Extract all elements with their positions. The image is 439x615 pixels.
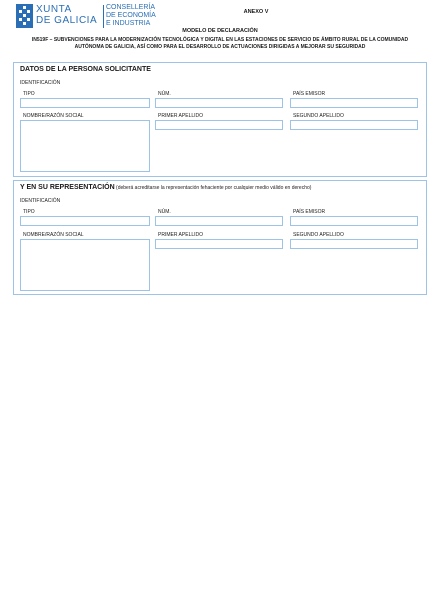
representative-apellido2-field[interactable] [290, 239, 418, 249]
tipo-label: TIPO [23, 209, 35, 215]
nombre-label: NOMBRE/RAZÓN SOCIAL [23, 232, 84, 238]
procedure-line2: AUTÓNOMA DE GALICIA, ASÍ COMO PARA EL DESARROLLO DE ACTUACIONES DIRIGIDAS A MEJORAR SU SEGURIDAD [74, 44, 366, 50]
annex-label: ANEXO V [243, 9, 269, 15]
applicant-section [13, 62, 427, 177]
representative-pais-field[interactable] [290, 216, 418, 226]
applicant-num-field[interactable] [155, 98, 283, 108]
apellido2-label: SEGUNDO APELLIDO [293, 232, 344, 238]
pais-label: PAÍS EMISOR [293, 91, 326, 97]
cons-line1: CONSELLERÍA [106, 4, 156, 11]
tipo-label: TIPO [23, 91, 35, 97]
nombre-label: NOMBRE/RAZÓN SOCIAL [23, 113, 84, 119]
representation-section [13, 180, 427, 295]
apellido1-label: PRIMER APELLIDO [158, 113, 204, 119]
document-header [16, 4, 426, 30]
cons-line3: E INDUSTRIA [106, 20, 151, 27]
cons-line2: DE ECONOMÍA [106, 12, 156, 19]
apellido2-label: SEGUNDO APELLIDO [293, 113, 344, 119]
xunta-logo [16, 4, 156, 30]
representative-num-field[interactable] [155, 216, 283, 226]
applicant-nombre-field[interactable] [20, 120, 150, 172]
xunta-wordmark [36, 4, 97, 26]
representation-title: Y EN SU REPRESENTACIÓN [20, 184, 115, 191]
num-label: NÚM. [158, 91, 171, 97]
identification-label: IDENTIFICACIÓN [20, 198, 61, 204]
num-label: NÚM. [158, 209, 171, 215]
logo-divider [103, 5, 104, 28]
representative-apellido1-field[interactable] [155, 239, 283, 249]
applicant-section-title: DATOS DE LA PERSONA SOLICITANTE [20, 66, 151, 73]
representative-nombre-field[interactable] [20, 239, 150, 291]
logo-line2: DE GALICIA [36, 15, 98, 26]
procedure-line1: IN519F – SUBVENCIONES PARA LA MODERNIZACIÓN TECNOLÓGICA Y DIGITAL EN LAS ESTACIONES DE SERVICIO DE ÁMBITO RURAL DE LA COMUNIDAD [31, 37, 409, 43]
procedure-title [22, 37, 418, 51]
applicant-tipo-field[interactable] [20, 98, 150, 108]
department-name [106, 4, 156, 28]
logo-line1: XUNTA [36, 4, 72, 15]
galicia-emblem-icon [16, 4, 33, 28]
representation-section-title [20, 184, 311, 191]
applicant-apellido2-field[interactable] [290, 120, 418, 130]
identification-label: IDENTIFICACIÓN [20, 80, 61, 86]
representative-tipo-field[interactable] [20, 216, 150, 226]
representation-note: (deberá acreditarse la representación fehaciente por cualquier medio válido en derecho) [114, 185, 312, 191]
applicant-apellido1-field[interactable] [155, 120, 283, 130]
pais-label: PAÍS EMISOR [293, 209, 326, 215]
applicant-pais-field[interactable] [290, 98, 418, 108]
apellido1-label: PRIMER APELLIDO [158, 232, 204, 238]
model-title: MODELO DE DECLARACIÓN [182, 28, 258, 34]
